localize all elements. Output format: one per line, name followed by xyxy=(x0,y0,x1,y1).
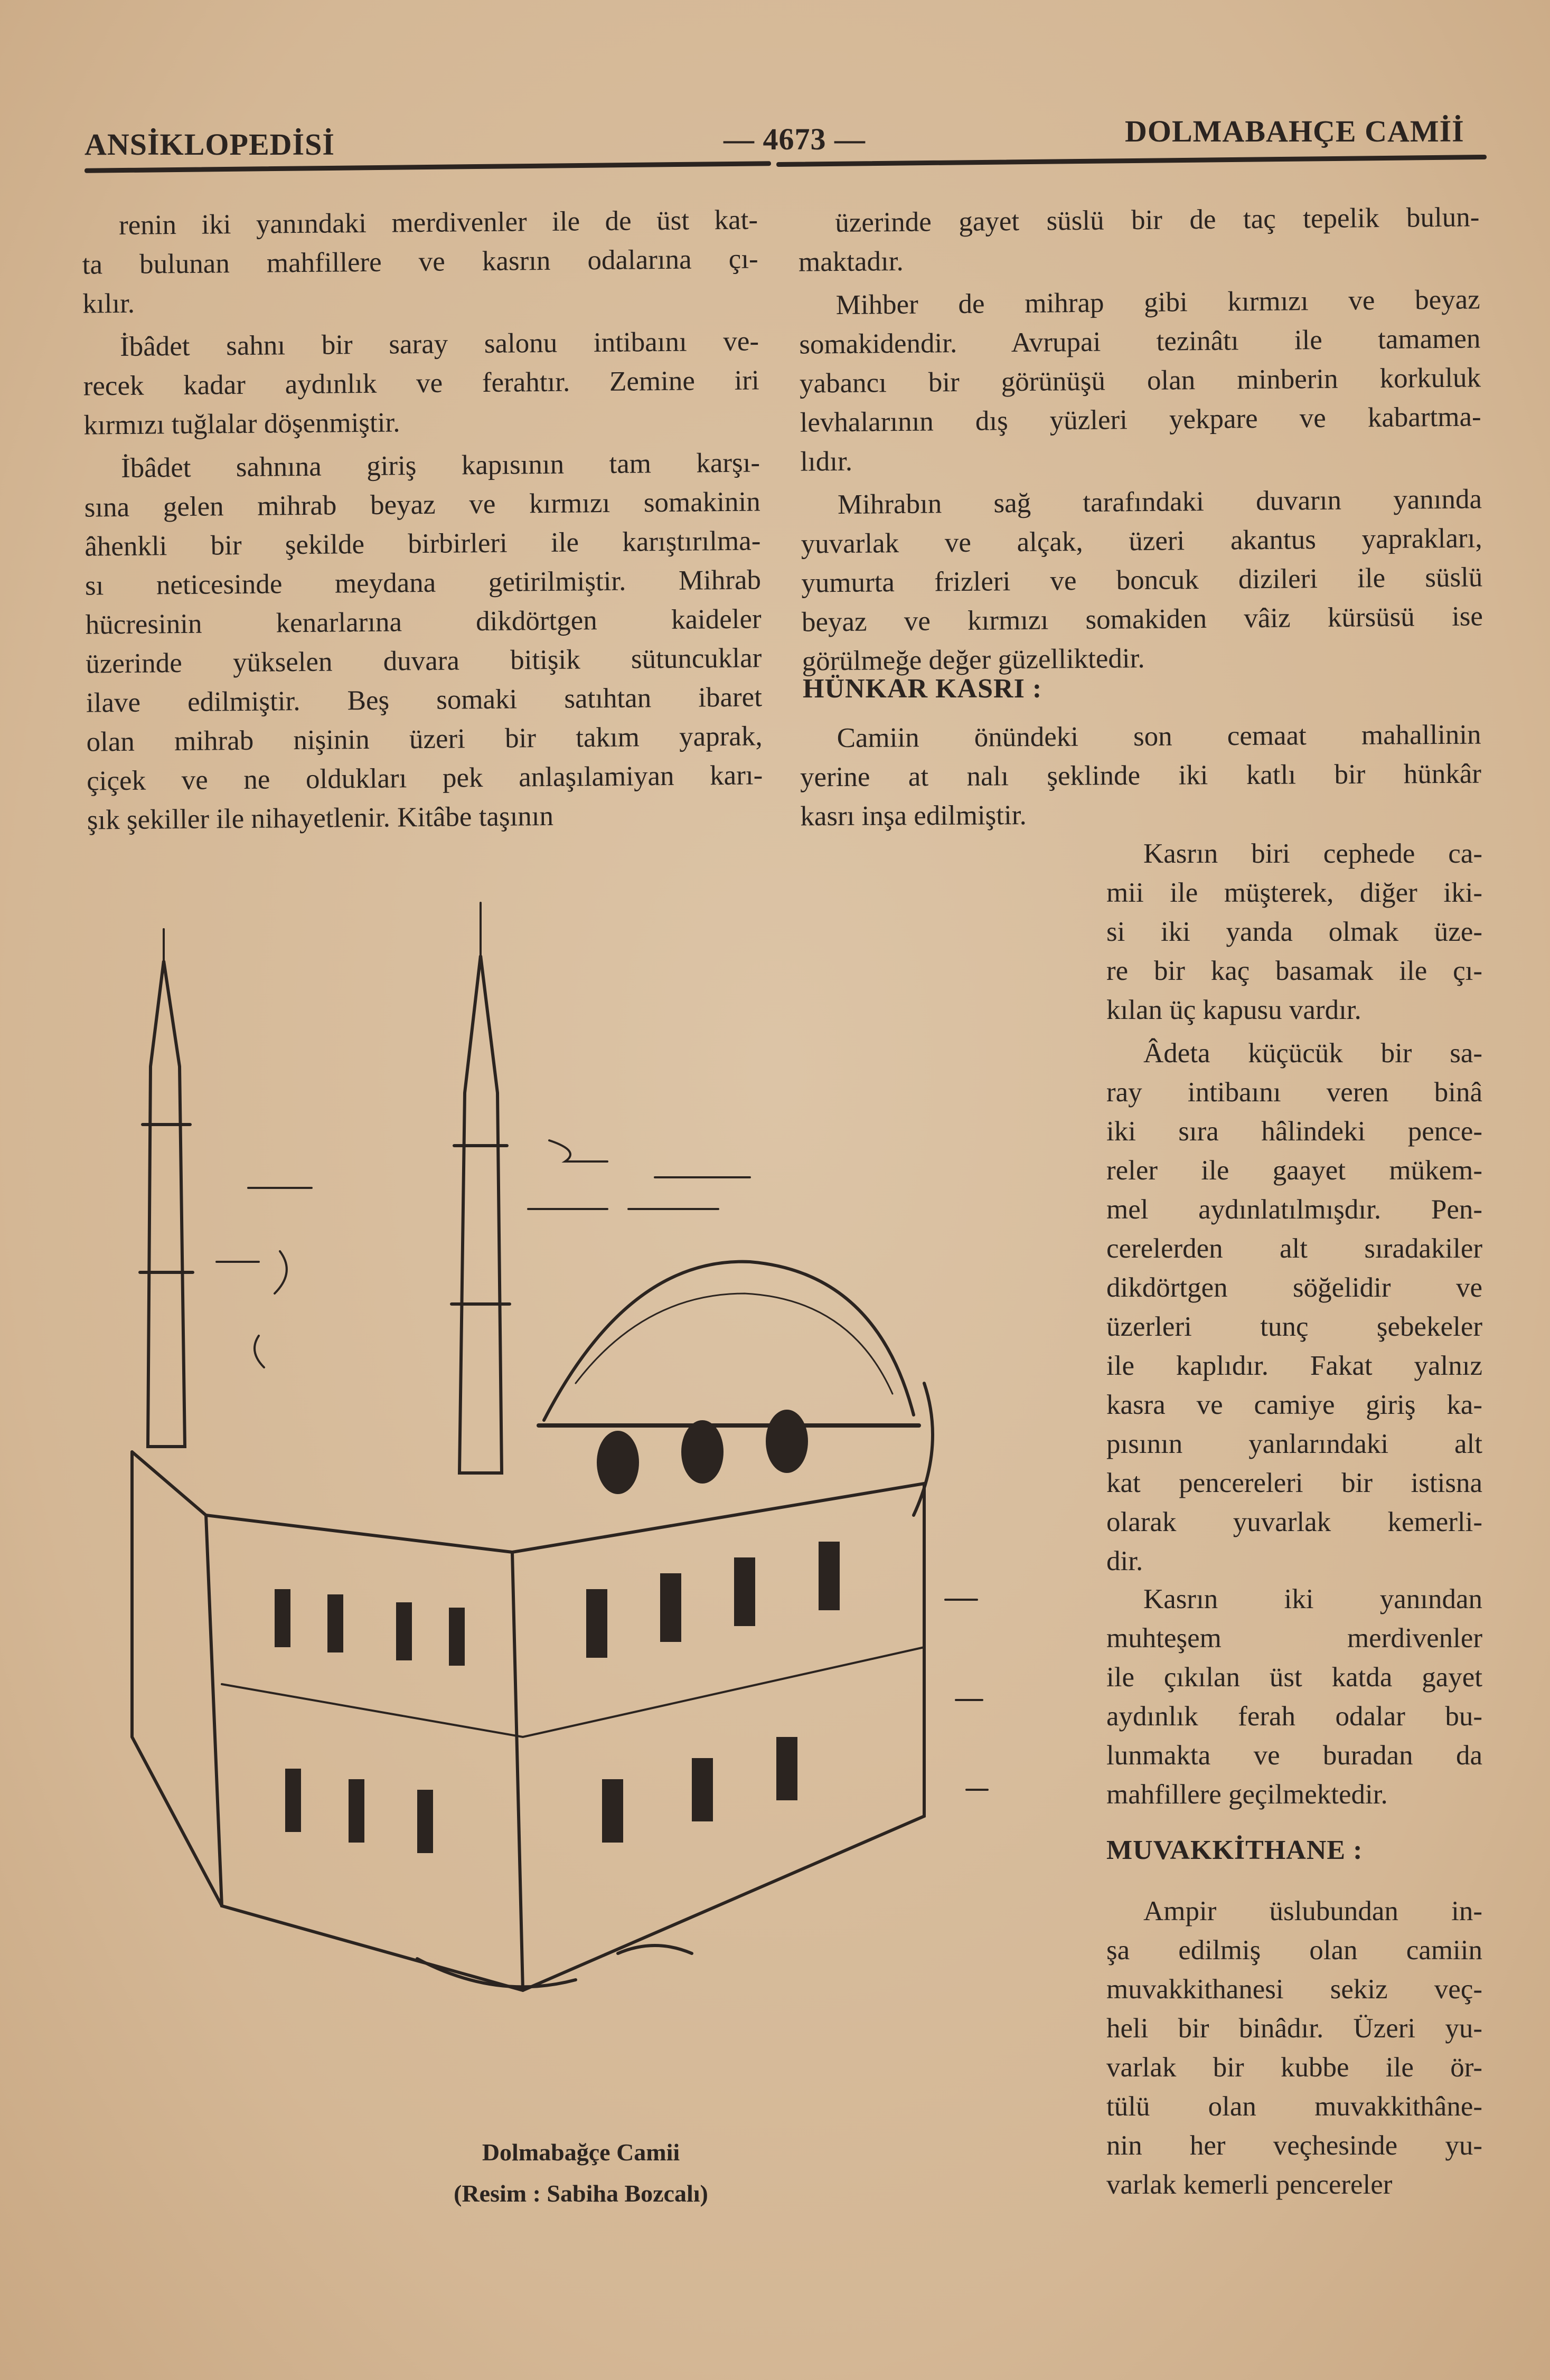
text-line: mel aydınlatılmışdır. Pen- xyxy=(1106,1194,1482,1225)
page-number: — 4673 — xyxy=(724,122,866,156)
text-line: reler ile gaayet mükem- xyxy=(1106,1155,1482,1186)
text-line: yabancı bir görünüşü olan minberin korkuluk xyxy=(799,362,1481,399)
text-line: lunmakta ve buradan da xyxy=(1106,1740,1482,1771)
text-line: dir. xyxy=(1106,1546,1143,1576)
center-minaret xyxy=(452,903,510,1473)
paragraph xyxy=(800,715,1481,836)
text-line: aydınlık ferah odalar bu- xyxy=(1106,1701,1482,1732)
text-line: çiçek ve ne oldukları pek anlaşılamiyan karı- xyxy=(87,760,763,797)
section-heading-hunkar-kasri: HÜNKAR KASRI : xyxy=(803,674,1042,704)
text-line: ile kaplıdır. Fakat yalnız xyxy=(1106,1350,1482,1381)
text-line: Mihrabın sağ tarafındaki duvarın yanında xyxy=(837,484,1482,521)
text-line: âhenkli bir şekilde birbirleri ile karıştırılma- xyxy=(84,525,761,562)
text-line: ray intibaını veren binâ xyxy=(1106,1077,1482,1108)
text-line: görülmeğe değer güzelliktedir. xyxy=(802,643,1145,677)
text-line: dikdörtgen söğelidir ve xyxy=(1106,1272,1482,1303)
right-column-text xyxy=(798,197,1483,685)
text-line: Ampir üslubundan in- xyxy=(1143,1896,1482,1926)
text-line: Kasrın biri cephede ca- xyxy=(1143,838,1482,869)
running-header-left: ANSİKLOPEDİSİ xyxy=(84,127,335,162)
text-line: re bir kaç basamak ile çı- xyxy=(1106,956,1482,986)
text-line: kasrı inşa edilmiştir. xyxy=(800,800,1027,832)
text-line: muvakkithanesi sekiz veç- xyxy=(1106,1974,1482,2005)
text-line: şa edilmiş olan camiin xyxy=(1106,1935,1482,1966)
paragraph xyxy=(798,197,1480,281)
text-line: İbâdet sahnına giriş kapısının tam karşı- xyxy=(120,447,760,484)
hunkar-kasri-text-2 xyxy=(1106,1580,1482,1818)
text-line: mahfillere geçilmektedir. xyxy=(1106,1779,1388,1810)
text-line: üzerinde gayet süslü bir de taç tepelik bulun- xyxy=(835,202,1480,239)
header-rule-left xyxy=(84,161,771,173)
paragraph xyxy=(83,322,760,445)
text-line: pısının yanlarındaki alt xyxy=(1106,1429,1482,1459)
paragraph xyxy=(82,200,759,323)
text-line: somakidendir. Avrupai tezinâtı ile tamamen xyxy=(799,323,1481,360)
paragraph xyxy=(1106,834,1482,1030)
text-line: iki sıra hâlindeki pence- xyxy=(1106,1116,1482,1147)
text-line: cerelerden alt sıradakiler xyxy=(1106,1233,1482,1264)
text-line: kırmızı tuğlalar döşenmiştir. xyxy=(83,407,400,441)
text-line: recek kadar aydınlık ve ferahtır. Zemine iri xyxy=(83,365,759,402)
text-line: Âdeta küçücük bir sa- xyxy=(1143,1038,1482,1069)
mosque-illustration xyxy=(100,892,1067,2128)
text-line: üzerinde yükselen duvara bitişik sütuncuklar xyxy=(86,643,762,679)
text-line: ilave edilmiştir. Beş somaki satıhtan ibaret xyxy=(86,682,763,719)
text-line: varlak bir kubbe ile ör- xyxy=(1106,2052,1482,2083)
text-line: muhteşem merdivenler xyxy=(1106,1623,1482,1654)
text-line: nin her veçhesinde yu- xyxy=(1106,2130,1482,2161)
text-line: si iki yanda olmak üze- xyxy=(1106,917,1482,947)
text-line: ta bulunan mahfillere ve kasrın odalarına çı- xyxy=(82,243,758,280)
paragraph xyxy=(799,280,1481,481)
paragraph xyxy=(1106,1034,1482,1581)
text-line: Kasrın iki yanından xyxy=(1143,1584,1482,1614)
muvakkithane-text xyxy=(1106,1892,1482,2208)
text-line: heli bir binâdır. Üzeri yu- xyxy=(1106,2013,1482,2044)
text-line: olarak yuvarlak kemerli- xyxy=(1106,1507,1482,1537)
text-line: Camiin önündeki son cemaat mahallinin xyxy=(837,719,1481,754)
text-line: İbâdet sahnı bir saray salonu intibaını ve- xyxy=(119,326,759,362)
mosque-building xyxy=(132,1410,924,1990)
text-line: levhalarının dış yüzleri yekpare ve kabartma- xyxy=(800,401,1481,438)
dome xyxy=(539,1262,933,1515)
text-line: kasra ve camiye giriş ka- xyxy=(1106,1390,1482,1420)
left-column-text xyxy=(82,200,763,844)
text-line: şık şekiller ile nihayetlenir. Kitâbe taşının xyxy=(87,800,554,836)
text-line: yuvarlak ve alçak, üzeri akantus yaprakları, xyxy=(801,523,1482,560)
text-line: renin iki yanındaki merdivenler ile de üst kat- xyxy=(118,204,758,241)
text-line: yerine at nalı şeklinde iki katlı bir hünkâr xyxy=(800,758,1482,793)
hunkar-kasri-text xyxy=(1106,834,1482,1585)
text-line: varlak kemerli pencereler xyxy=(1106,2169,1393,2200)
left-minaret xyxy=(140,929,193,1447)
illustration-credit: (Resim : Sabiha Bozcalı) xyxy=(454,2180,708,2207)
paragraph xyxy=(1106,1892,1482,2204)
text-line: tülü olan muvakkithâne- xyxy=(1106,2091,1482,2122)
text-line: hücresinin kenarlarına dikdörtgen kaideler xyxy=(85,603,762,640)
text-line: üzerleri tunç şebekeler xyxy=(1106,1311,1482,1342)
text-line: olan mihrab nişinin üzeri bir takım yaprak, xyxy=(86,721,763,758)
running-header-right: DOLMABAHÇE CAMİİ xyxy=(1125,114,1464,148)
hunkar-kasri-intro xyxy=(800,715,1481,840)
section-heading-muvakkithane: MUVAKKİTHANE : xyxy=(1106,1835,1363,1865)
paragraph xyxy=(84,443,763,839)
illustration-caption: Dolmabağçe Camii xyxy=(482,2139,680,2166)
text-line: mii ile müşterek, diğer iki- xyxy=(1106,877,1482,908)
header-rule-right xyxy=(776,155,1487,167)
text-line: lıdır. xyxy=(800,446,853,477)
text-line: Mihber de mihrap gibi kırmızı ve beyaz xyxy=(835,284,1480,321)
text-line: sına gelen mihrab beyaz ve kırmızı somakinin xyxy=(84,486,760,523)
text-line: kılan üç kapusu vardır. xyxy=(1106,995,1361,1025)
text-line: sı neticesinde meydana getirilmiştir. Mihrab xyxy=(84,564,762,601)
text-line: yumurta frizleri ve boncuk dizileri ile süslü xyxy=(801,562,1483,599)
text-line: ile çıkılan üst katda gayet xyxy=(1106,1662,1482,1693)
text-line: maktadır. xyxy=(798,245,904,278)
text-line: kat pencereleri bir istisna xyxy=(1106,1468,1482,1498)
text-line: beyaz ve kırmızı somakiden vâiz kürsüsü ise xyxy=(801,601,1483,638)
paragraph xyxy=(801,479,1483,681)
paragraph xyxy=(1106,1580,1482,1814)
text-line: kılır. xyxy=(82,288,135,319)
